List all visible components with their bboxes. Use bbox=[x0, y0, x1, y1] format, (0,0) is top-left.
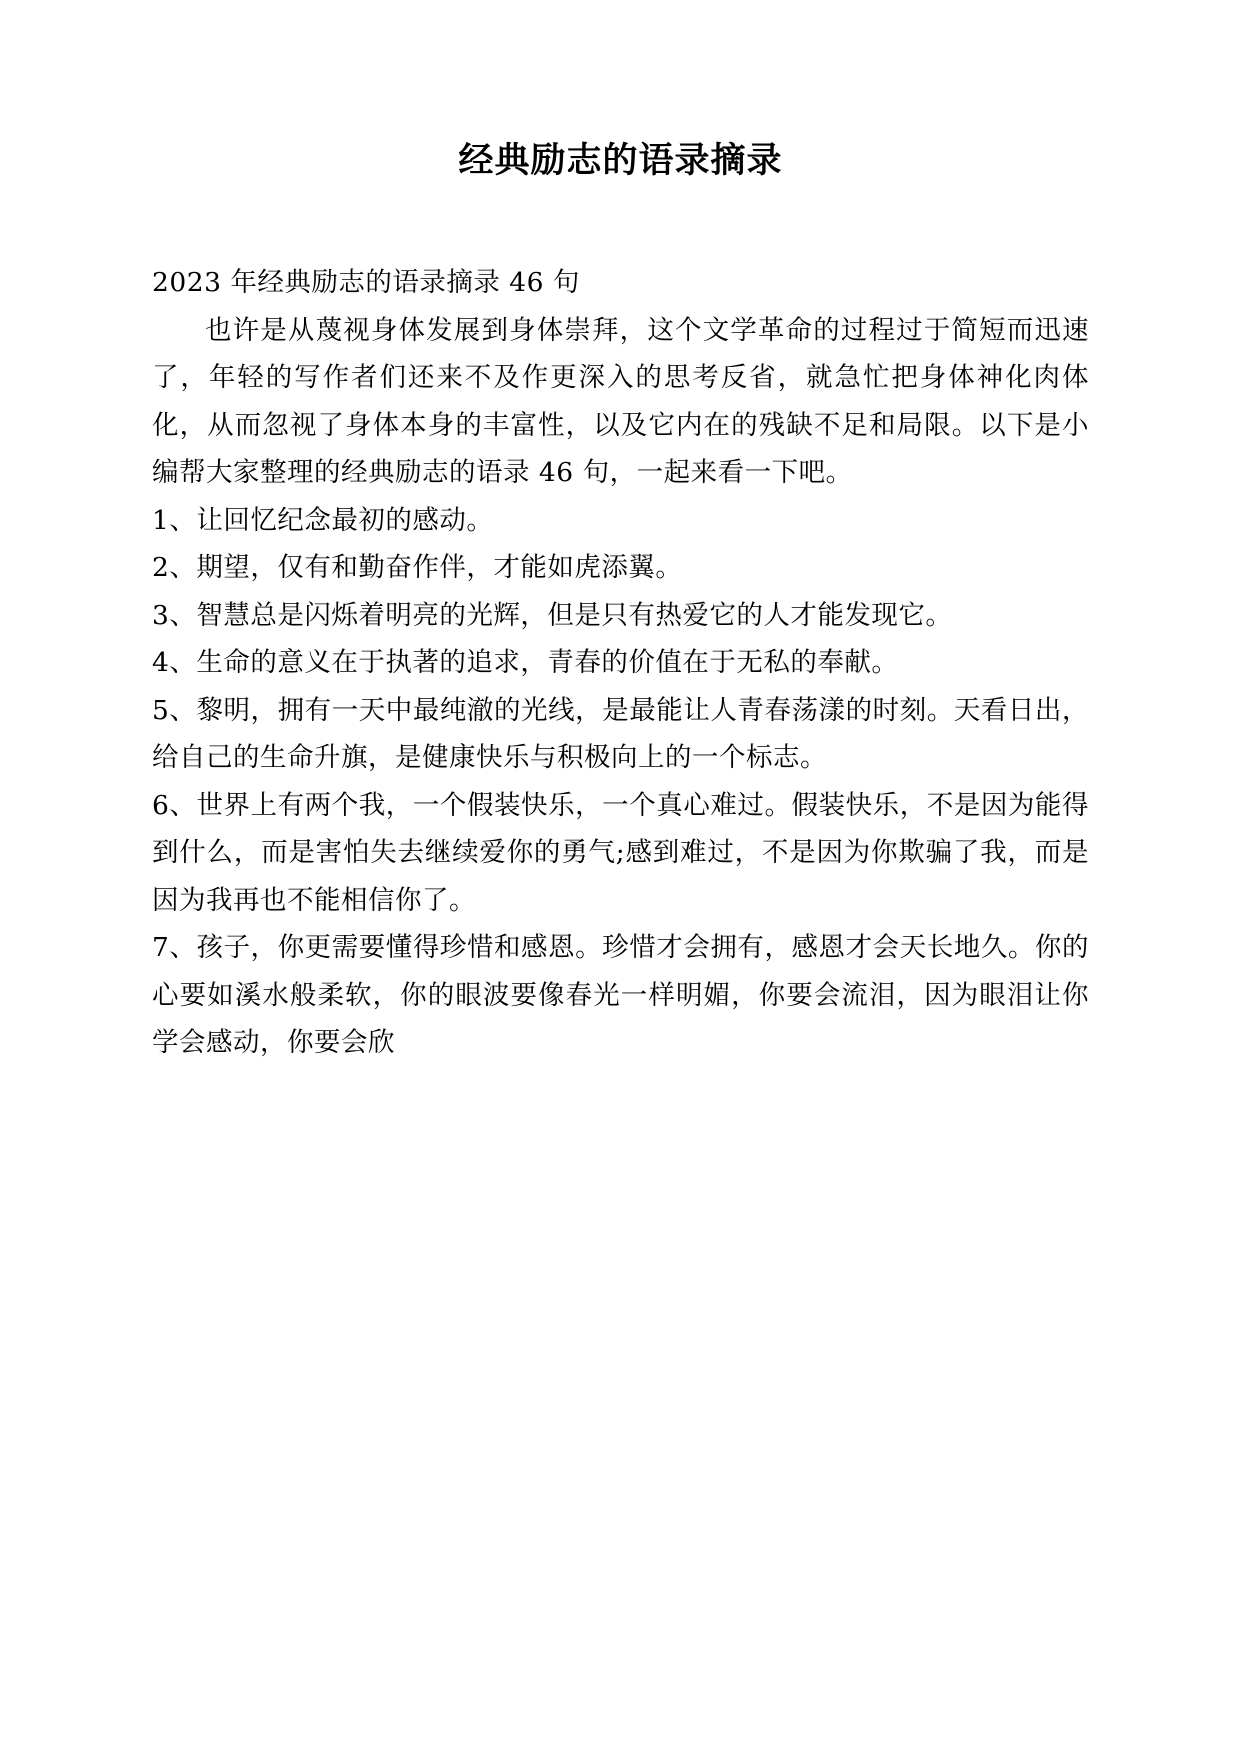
document-subtitle: 2023 年经典励志的语录摘录 46 句 bbox=[152, 267, 580, 298]
quote-item-2: 2、期望，仅有和勤奋作伴，才能如虎添翼。 bbox=[152, 552, 683, 583]
quote-item-7: 7、孩子，你更需要懂得珍惜和感恩。珍惜才会拥有，感恩才会天长地久。你的心要如溪水般柔软，你的眼波要像春光一样明媚，你要会流泪，因为眼泪让你学会感动，你要会欣 bbox=[152, 932, 1089, 1058]
quote-item-1: 1、让回忆纪念最初的感动。 bbox=[152, 504, 494, 536]
quote-item-4: 4、生命的意义在于执著的追求，青春的价值在于无私的奉献。 bbox=[152, 647, 899, 678]
quote-item-3: 3、智慧总是闪烁着明亮的光辉，但是只有热爱它的人才能发现它。 bbox=[152, 599, 953, 631]
document-body bbox=[152, 259, 1089, 1067]
quote-item-6: 6、世界上有两个我，一个假装快乐，一个真心难过。假装快乐，不是因为能得到什么，而是害怕失去继续爱你的勇气;感到难过，不是因为你欺骗了我，而是因为我再也不能相信你了。 bbox=[152, 789, 1089, 916]
page-title: 经典励志的语录摘录 bbox=[458, 140, 783, 181]
intro-paragraph: 也许是从蔑视身体发展到身体崇拜，这个文学革命的过程过于简短而迅速了，年轻的写作者们还来不及作更深入的思考反省，就急忙把身体神化肉体化，从而忽视了身体本身的丰富性，以及它内在的残缺不足和局限。以下是小编帮大家整理的经典励志的语录 46 句，一起来看一下吧。 bbox=[152, 314, 1089, 488]
quote-item-5: 5、黎明，拥有一天中最纯澈的光线，是最能让人青春荡漾的时刻。天看日出，给自己的生命升旗，是健康快乐与积极向上的一个标志。 bbox=[152, 694, 1089, 773]
